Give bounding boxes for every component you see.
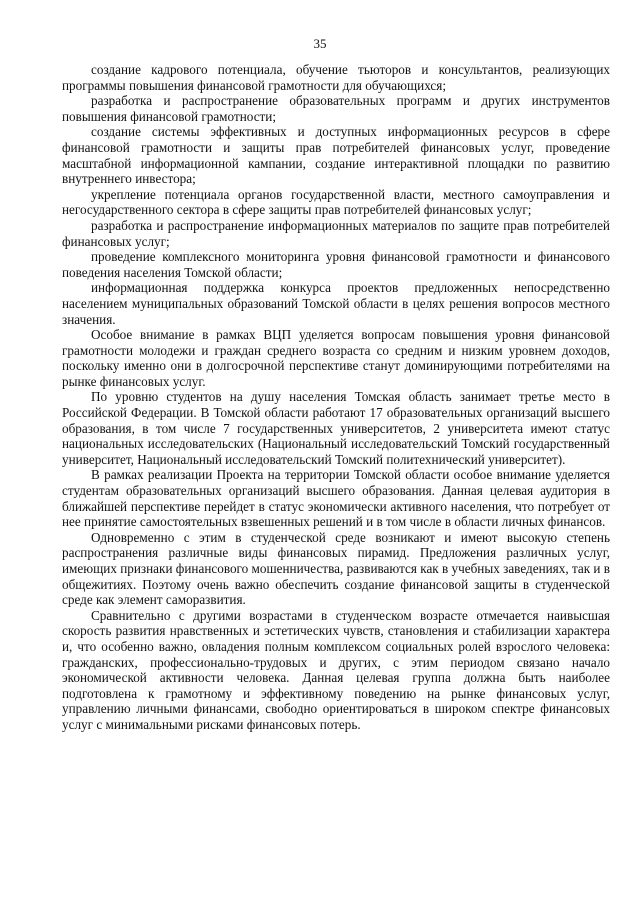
paragraph-12: Сравнительно с другими возрастами в студенческом возрасте отмечается наивысшая скорость развития нравственных и эстетических чувств, становления и стабилизации характера и, что особенно важно, овладения полным комплексом социальных ролей взрослого человека: гражданских, профессионально-трудовых и других, с этим периодом связано начало экономической активности человека. Данная целевая группа должна быть наиболее подготовлена к грамотному и эффективному поведению на рынке финансовых услуг, управлению личными финансами, свободно ориентироваться в широком спектре финансовых услуг с минимальными рисками финансовых потерь. <box>62 607 610 732</box>
paragraph-6: проведение комплексного мониторинга уровня финансовой грамотности и финансового поведения населения Томской области; <box>62 249 610 280</box>
paragraph-8: Особое внимание в рамках ВЦП уделяется вопросам повышения уровня финансовой грамотности молодежи и граждан среднего возраста со средним и низким уровнем доходов, поскольку именно они в долгосрочной перспективе станут доминирующими потребителями на рынке финансовых услуг. <box>62 327 610 389</box>
paragraph-10: В рамках реализации Проекта на территории Томской области особое внимание уделяется студентам образовательных организаций высшего образования. Данная целевая аудитория в ближайшей перспективе перейдет в статус экономически активного населения, что потребует от нее принятие самостоятельных взвешенных решений и в том числе в области личных финансов. <box>62 467 610 530</box>
paragraph-1: создание кадрового потенциала, обучение тьюторов и консультантов, реализующих программы повышения финансовой грамотности для обучающихся; <box>62 62 610 93</box>
paragraph-9: По уровню студентов на душу населения Томская область занимает третье место в Российской Федерации. В Томской области работают 17 образовательных организаций высшего образования, в том числе 7 государственных университетов, 2 университета имеют статус национальных исследовательских (Национальный исследовательский Томский государственный университет, Национальный исследовательский Томский политехнический университет). <box>62 389 610 467</box>
paragraph-7: информационная поддержка конкурса проектов предложенных непосредственно населением муниципальных образований Томской области в целях решения вопросов местного значения. <box>62 280 610 327</box>
document-body <box>62 62 610 733</box>
paragraph-4: укрепление потенциала органов государственной власти, местного самоуправления и негосударственного сектора в сфере защиты прав потребителей финансовых услуг; <box>62 186 610 218</box>
paragraph-2: разработка и распространение образовательных программ и других инструментов повышения финансовой грамотности; <box>62 93 610 124</box>
page-number: 35 <box>313 36 327 51</box>
paragraph-11: Одновременно с этим в студенческой среде возникают и имеют высокую степень распространения различные виды финансовых пирамид. Предложения различных услуг, имеющих признаки финансового мошенничества, развиваются как в учебных заведениях, так и в общежитиях. Поэтому очень важно обеспечить создание финансовой защиты в студенческой среде как элемент саморазвития. <box>62 529 611 608</box>
paragraph-3: создание системы эффективных и доступных информационных ресурсов в сфере финансовой грамотности и защиты прав потребителей финансовых услуг, проведение масштабной информационной кампании, создание интерактивной площадки по развитию внутреннего инвестора; <box>62 124 610 187</box>
paragraph-5: разработка и распространение информационных материалов по защите прав потребителей финансовых услуг; <box>62 217 610 249</box>
